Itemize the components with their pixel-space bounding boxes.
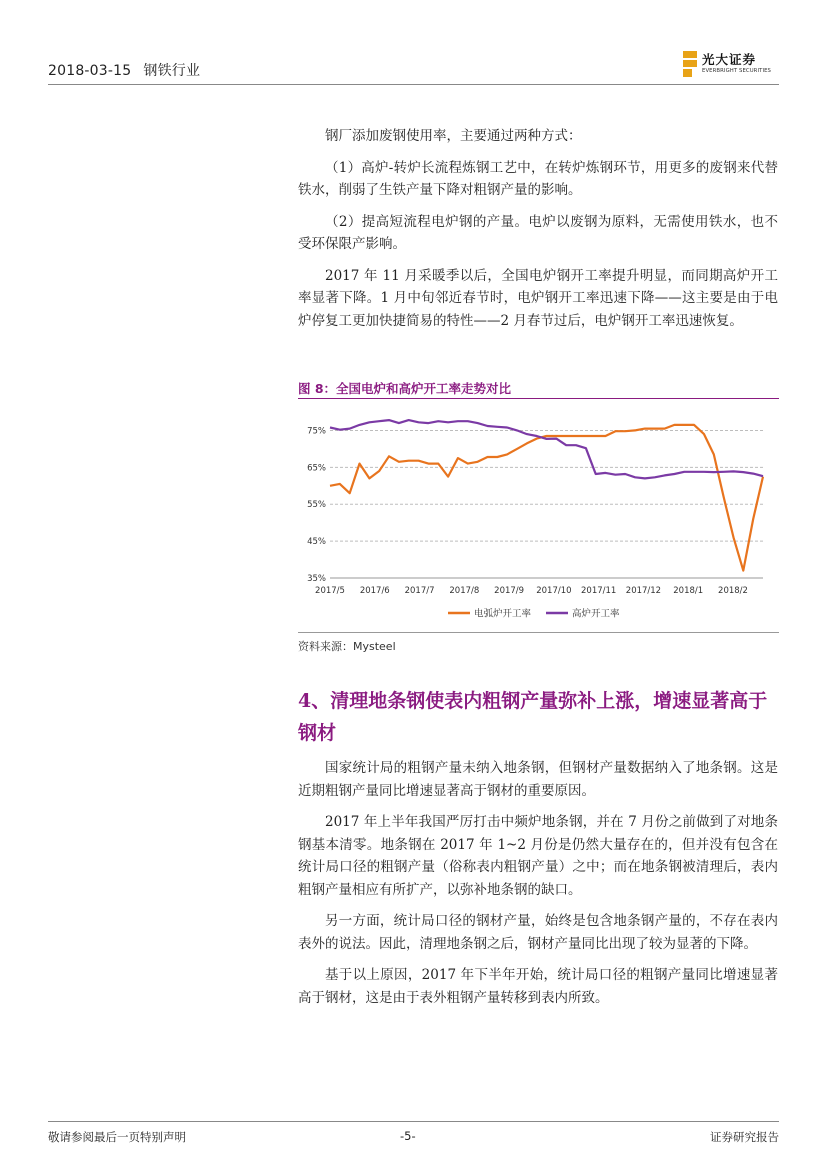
- figure-source: 资料来源：Mysteel: [298, 640, 396, 653]
- y-tick-label: 75%: [307, 426, 326, 437]
- industry-label: 钢铁行业: [143, 63, 201, 79]
- paragraph: 基于以上原因，2017 年下半年开始，统计局口径的粗钢产量同比增速显著高于钢材，这是由于表外粗钢产量转移到表内所致。: [298, 967, 778, 1006]
- report-type: 证券研究报告: [710, 1130, 779, 1144]
- body-text-top: [298, 125, 778, 332]
- x-tick-label: 2017/7: [404, 586, 435, 596]
- x-tick-label: 2018/2: [718, 586, 748, 596]
- paragraph: （2）提高短流程电炉钢的产量。电炉以废钢为原料，无需使用铁水，也不受环保限产影响。: [298, 213, 778, 252]
- line-chart: [298, 400, 779, 630]
- legend-label: 电弧炉开工率: [474, 608, 532, 620]
- paragraph: 钢厂添加废钢使用率，主要通过两种方式：: [325, 128, 582, 144]
- y-tick-label: 35%: [307, 574, 326, 584]
- footer-divider: [48, 1121, 779, 1122]
- y-axis-ticks: [307, 426, 326, 584]
- chart-gridlines: [330, 430, 763, 578]
- paragraph: 2017 年 11 月采暖季以后，全国电炉钢开工率提升明显，而同期高炉开工率显著下降。1 月中旬邻近春节时，电炉钢开工率迅速下降——这主要是由于电炉停复工更加快捷简易的特性——2 月春节过后，电炉钢开工率迅速恢复。: [298, 267, 778, 329]
- chart-legend: [448, 608, 620, 620]
- x-tick-label: 2017/5: [315, 586, 345, 596]
- x-tick-label: 2017/8: [449, 586, 480, 596]
- y-tick-label: 55%: [307, 500, 326, 511]
- chart-series: [330, 420, 763, 570]
- x-tick-label: 2017/6: [359, 586, 390, 596]
- figure-title: 图 8：全国电炉和高炉开工率走势对比: [298, 381, 512, 396]
- series-line: [330, 425, 763, 571]
- figure-top-rule: [298, 398, 779, 399]
- x-tick-label: 2017/10: [536, 586, 572, 596]
- y-tick-label: 45%: [307, 537, 326, 548]
- paragraph: 国家统计局的粗钢产量未纳入地条钢，但钢材产量数据纳入了地条钢。这是近期粗钢产量同比增速显著高于钢材的重要原因。: [298, 760, 778, 799]
- logo-icon: [683, 51, 697, 77]
- report-date: 2018-03-15: [48, 63, 132, 79]
- x-tick-label: 2017/9: [494, 586, 525, 596]
- x-axis-ticks: [315, 586, 748, 596]
- paragraph: 另一方面，统计局口径的钢材产量，始终是包含地条钢产量的，不存在表内表外的说法。因此，清理地条钢之后，钢材产量同比出现了较为显著的下降。: [298, 913, 778, 952]
- logo-text-cn: 光大证券: [702, 51, 757, 67]
- y-tick-label: 65%: [307, 463, 326, 474]
- company-logo: [683, 50, 771, 78]
- page-number: -5-: [400, 1129, 416, 1143]
- x-tick-label: 2017/11: [581, 586, 617, 596]
- logo-text-en: EVERBRIGHT SECURITIES: [702, 68, 772, 75]
- disclaimer-note: 敬请参阅最后一页特别声明: [48, 1130, 186, 1144]
- x-tick-label: 2017/12: [625, 586, 662, 596]
- header-divider: [48, 84, 779, 85]
- paragraph: 2017 年上半年我国严厉打击中频炉地条钢，并在 7 月份之前做到了对地条钢基本清零。地条钢在 2017 年 1~2 月份是仍然大量存在的，但并没有包含在统计局口径的粗钢产量（俗称表内粗钢产量）之中；而在地条钢被清理后，表内粗钢产量相应有所扩产，以弥补地条钢的缺口。: [298, 814, 778, 898]
- legend-label: 高炉开工率: [572, 608, 620, 620]
- section-heading: 4、清理地条钢使表内粗钢产量弥补上涨，增速显著高于钢材: [298, 690, 768, 744]
- body-text-bottom: [298, 757, 778, 1009]
- figure-bottom-rule: [298, 632, 779, 633]
- paragraph: （1）高炉-转炉长流程炼钢工艺中，在转炉炼钢环节，用更多的废钢来代替铁水，削弱了生铁产量下降对粗钢产量的影响。: [298, 159, 778, 198]
- x-tick-label: 2018/1: [673, 586, 704, 596]
- report-header-meta: [48, 60, 200, 80]
